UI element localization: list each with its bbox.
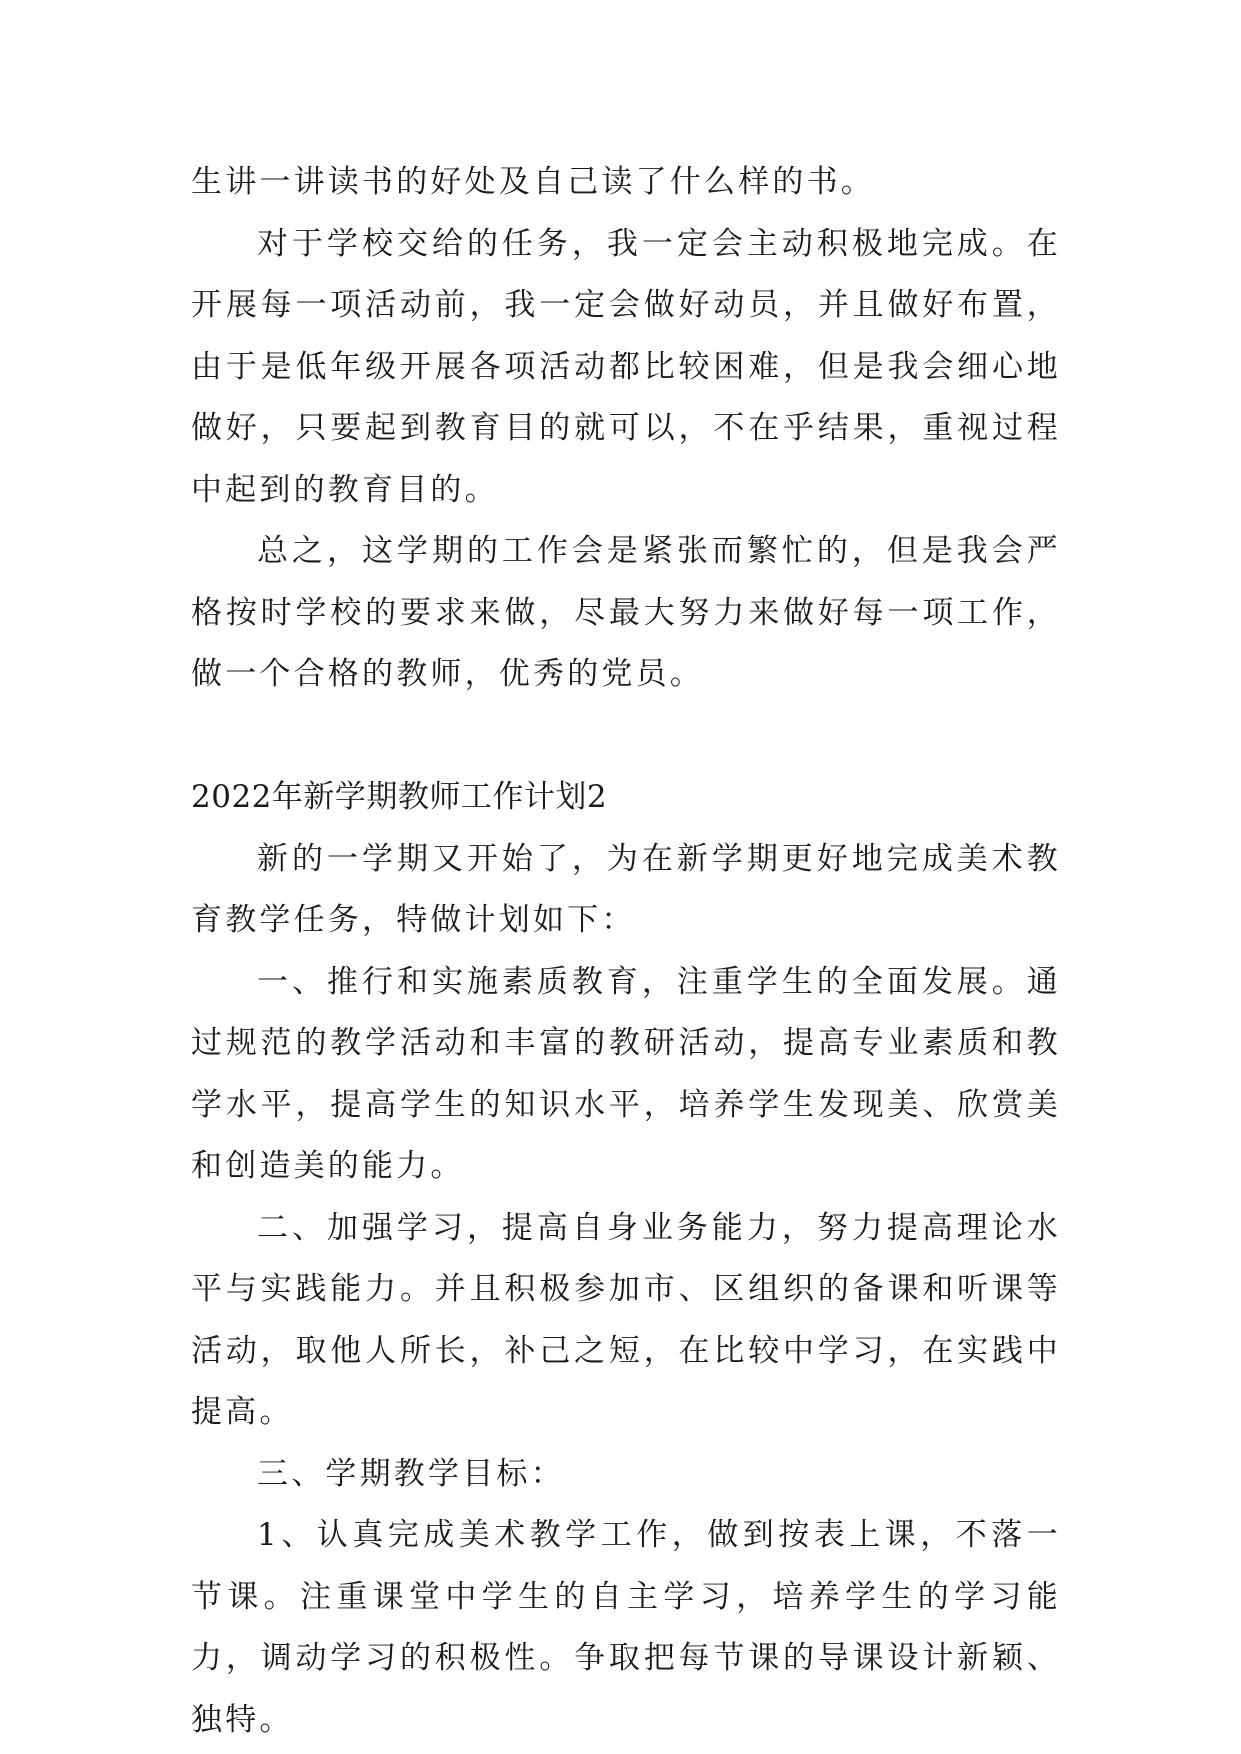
paragraph-point-one: 一、推行和实施素质教育，注重学生的全面发展。通过规范的教学活动和丰富的教研活动，提高专业素质和教学水平，提高学生的知识水平，培养学生发现美、欣赏美和创造美的能力。 bbox=[191, 963, 1061, 1184]
document-body bbox=[191, 152, 1061, 1751]
paragraph-summary: 总之，这学期的工作会是紧张而繁忙的，但是我会严格按时学校的要求来做，尽最大努力来做好每一项工作，做一个合格的教师，优秀的党员。 bbox=[191, 533, 1061, 692]
paragraph-point-two: 二、加强学习，提高自身业务能力，努力提高理论水平与实践能力。并且积极参加市、区组织的备课和听课等活动，取他人所长，补己之短，在比较中学习，在实践中提高。 bbox=[191, 1209, 1061, 1430]
paragraph-tasks: 对于学校交给的任务，我一定会主动积极地完成。在开展每一项活动前，我一定会做好动员，并且做好布置，由于是低年级开展各项活动都比较困难，但是我会细心地做好，只要起到教育目的就可以，不在乎结果，重视过程中起到的教育目的。 bbox=[191, 225, 1061, 508]
paragraph-goal-one: 1、认真完成美术教学工作，做到按表上课，不落一节课。注重课堂中学生的自主学习，培养学生的学习能力，调动学习的积极性。争取把每节课的导课设计新颖、独特。 bbox=[191, 1517, 1061, 1738]
section-title: 2022年新学期教师工作计划2 bbox=[191, 779, 608, 815]
paragraph-intro: 新的一学期又开始了，为在新学期更好地完成美术教育教学任务，特做计划如下： bbox=[191, 840, 1061, 938]
paragraph-continued: 生讲一讲读书的好处及自己读了什么样的书。 bbox=[191, 164, 875, 200]
paragraph-point-three-heading: 三、学期教学目标： bbox=[257, 1455, 565, 1492]
